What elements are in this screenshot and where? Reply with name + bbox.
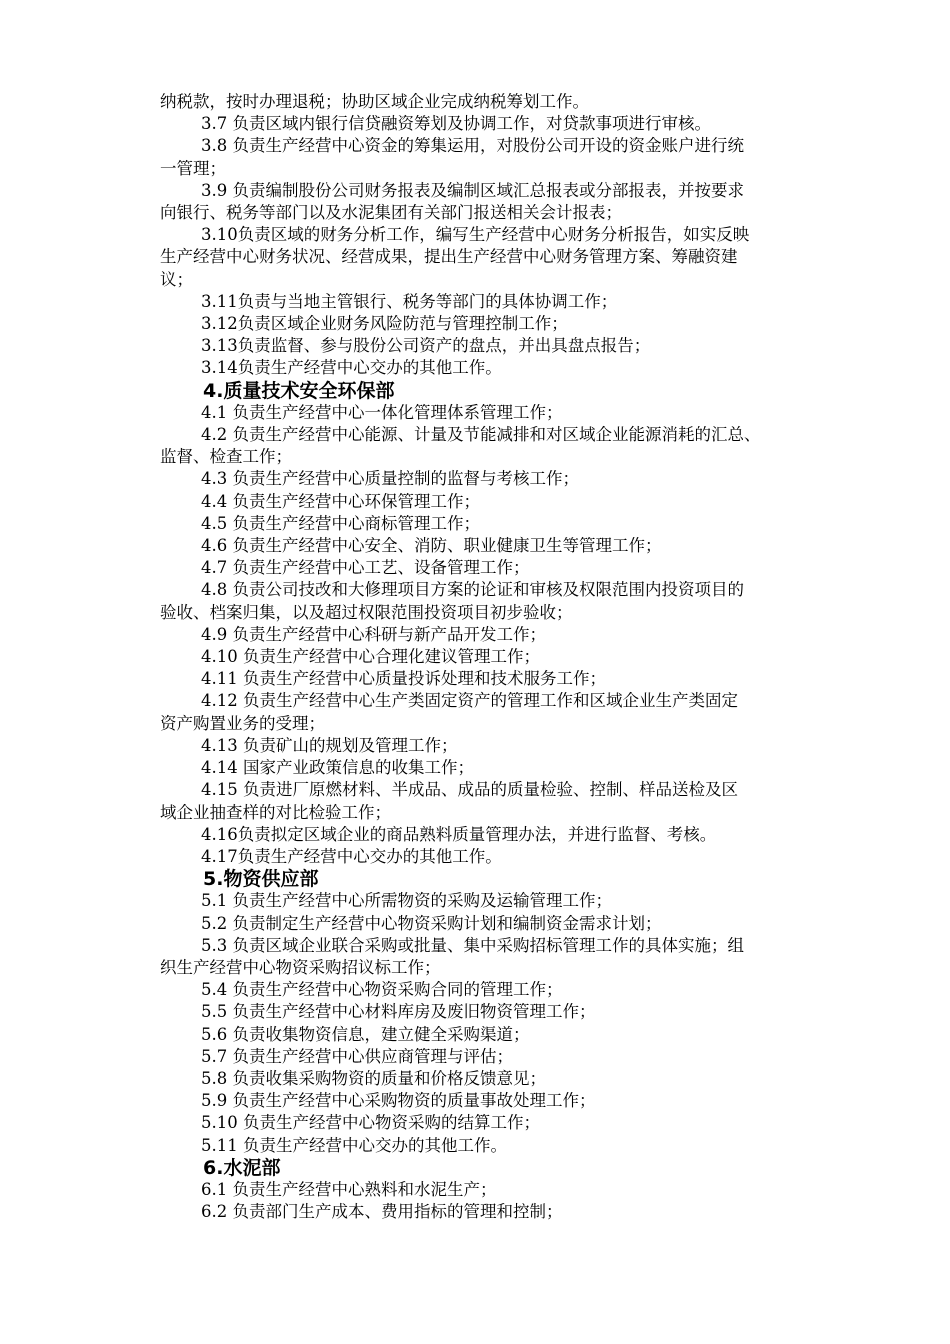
text-line: 4.16负责拟定区域企业的商品熟料质量管理办法，并进行监督、考核。 [201,824,717,844]
text-line: 生产经营中心财务状况、经营成果，提出生产经营中心财务管理方案、筹融资建 [160,247,738,267]
text-line: 5.3 负责区域企业联合采购或批量、集中采购招标管理工作的具体实施；组 [201,935,744,955]
text-line: 4.13 负责矿山的规划及管理工作； [201,735,458,755]
text-line: 5.7 负责生产经营中心供应商管理与评估； [201,1046,513,1066]
text-line: 5.8 负责收集采购物资的质量和价格反馈意见； [201,1068,546,1088]
section-heading: 5.物资供应部 [203,868,319,891]
text-line: 3.14负责生产经营中心交办的其他工作。 [201,358,502,378]
text-line: 4.2 负责生产经营中心能源、计量及节能减排和对区域企业能源消耗的汇总、 [201,425,761,445]
text-line: 4.4 负责生产经营中心环保管理工作； [201,491,480,511]
section-heading: 4.质量技术安全环保部 [203,379,395,402]
text-line: 5.11 负责生产经营中心交办的其他工作。 [201,1135,507,1155]
text-line: 5.5 负责生产经营中心材料库房及废旧物资管理工作； [201,1002,596,1022]
text-line: 4.11 负责生产经营中心质量投诉处理和技术服务工作； [201,669,606,689]
text-line: 4.9 负责生产经营中心科研与新产品开发工作； [201,624,546,644]
text-line: 4.7 负责生产经营中心工艺、设备管理工作； [201,558,530,578]
text-line: 5.2 负责制定生产经营中心物资采购计划和编制资金需求计划； [201,913,662,933]
text-line: 织生产经营中心物资采购招议标工作； [160,957,441,977]
text-line: 4.17负责生产经营中心交办的其他工作。 [201,846,502,866]
text-line: 4.15 负责进厂原燃材料、半成品、成品的质量检验、控制、样品送检及区 [201,780,738,800]
text-line: 3.13负责监督、参与股份公司资产的盘点，并出具盘点报告； [201,336,651,356]
text-line: 3.10负责区域的财务分析工作，编写生产经营中心财务分析报告，如实反映 [201,225,750,245]
text-line: 6.2 负责部门生产成本、费用指标的管理和控制； [201,1202,563,1222]
text-line: 纳税款，按时办理退税；协助区域企业完成纳税筹划工作。 [160,92,589,111]
document-page [160,91,860,1223]
text-line: 5.9 负责生产经营中心采购物资的质量事故处理工作； [201,1091,596,1111]
text-line: 4.1 负责生产经营中心一体化管理体系管理工作； [201,402,563,422]
text-line: 向银行、税务等部门以及水泥集团有关部门报送相关会计报表； [160,203,622,223]
text-line: 3.7 负责区域内银行信贷融资筹划及协调工作，对贷款事项进行审核。 [201,114,711,134]
text-line: 4.3 负责生产经营中心质量控制的监督与考核工作； [201,469,579,489]
text-line: 5.4 负责生产经营中心物资采购合同的管理工作； [201,980,563,1000]
text-line: 4.8 负责公司技改和大修理项目方案的论证和审核及权限范围内投资项目的 [201,580,744,600]
text-line: 3.11负责与当地主管银行、税务等部门的具体协调工作； [201,291,618,311]
text-line: 4.5 负责生产经营中心商标管理工作； [201,513,480,533]
text-line: 4.12 负责生产经营中心生产类固定资产的管理工作和区域企业生产类固定 [201,691,738,711]
text-line: 4.10 负责生产经营中心合理化建议管理工作； [201,647,540,667]
text-line: 资产购置业务的受理； [160,713,325,733]
text-line: 4.14 国家产业政策信息的收集工作； [201,758,474,778]
text-line: 一管理； [160,158,226,178]
text-line: 5.6 负责收集物资信息，建立健全采购渠道； [201,1024,530,1044]
text-line: 域企业抽查样的对比检验工作； [160,802,391,822]
text-line: 4.6 负责生产经营中心安全、消防、职业健康卫生等管理工作； [201,536,662,556]
text-line: 3.12负责区域企业财务风险防范与管理控制工作； [201,314,568,334]
text-line: 3.8 负责生产经营中心资金的筹集运用，对股份公司开设的资金账户进行统 [201,136,744,156]
section-heading: 6.水泥部 [203,1156,281,1179]
text-line: 3.9 负责编制股份公司财务报表及编制区域汇总报表或分部报表，并按要求 [201,180,744,200]
text-line: 5.1 负责生产经营中心所需物资的采购及运输管理工作； [201,891,612,911]
text-line: 监督、检查工作； [160,447,292,467]
text-line: 议； [160,269,193,289]
text-line: 验收、档案归集，以及超过权限范围投资项目初步验收； [160,602,573,622]
text-line: 5.10 负责生产经营中心物资采购的结算工作； [201,1113,540,1133]
text-line: 6.1 负责生产经营中心熟料和水泥生产； [201,1179,497,1199]
